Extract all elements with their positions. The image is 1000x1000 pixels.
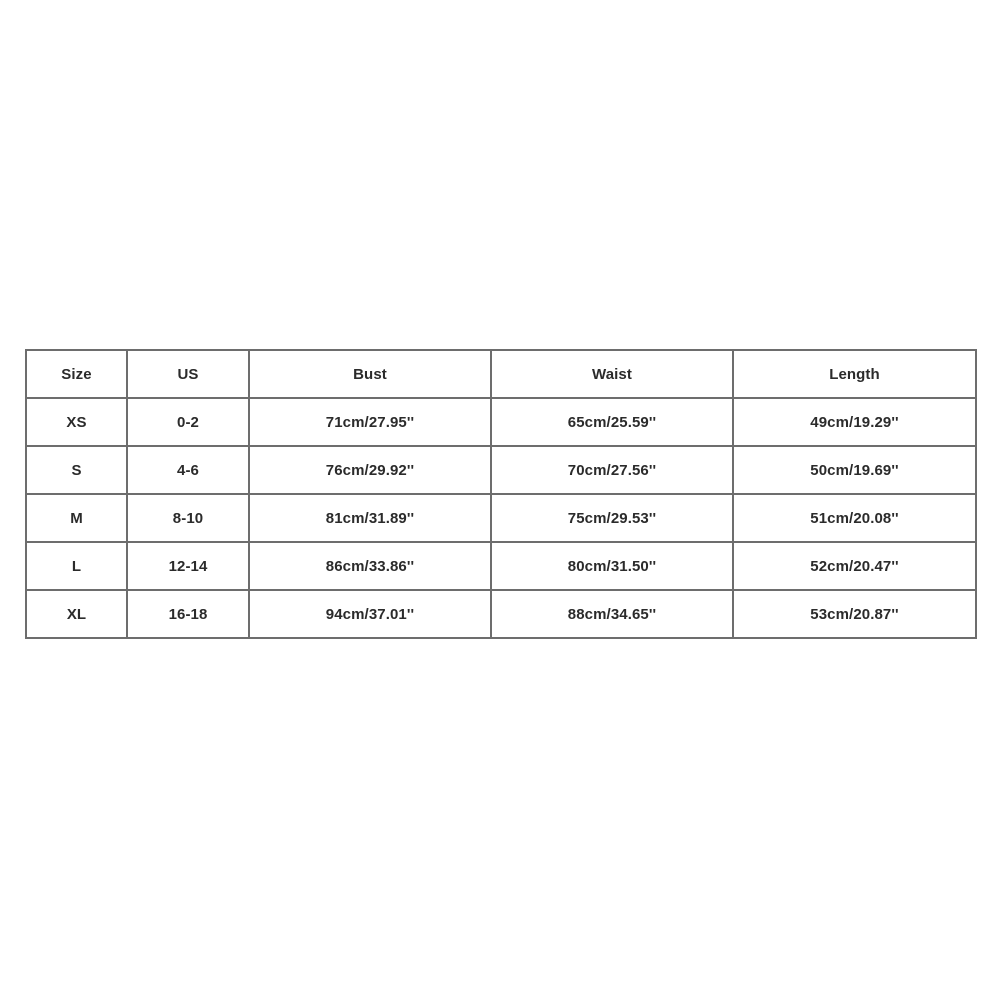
header-length: Length	[733, 350, 976, 398]
header-bust: Bust	[249, 350, 491, 398]
table-row	[26, 398, 976, 446]
cell-length: 49cm/19.29''	[733, 398, 976, 446]
cell-waist: 75cm/29.53''	[491, 494, 733, 542]
table-row	[26, 446, 976, 494]
cell-length: 52cm/20.47''	[733, 542, 976, 590]
header-waist: Waist	[491, 350, 733, 398]
cell-bust: 76cm/29.92''	[249, 446, 491, 494]
cell-waist: 88cm/34.65''	[491, 590, 733, 638]
cell-bust: 86cm/33.86''	[249, 542, 491, 590]
cell-size: M	[26, 494, 127, 542]
cell-length: 51cm/20.08''	[733, 494, 976, 542]
cell-waist: 70cm/27.56''	[491, 446, 733, 494]
cell-size: XS	[26, 398, 127, 446]
cell-us: 12-14	[127, 542, 249, 590]
cell-size: L	[26, 542, 127, 590]
cell-us: 0-2	[127, 398, 249, 446]
cell-bust: 81cm/31.89''	[249, 494, 491, 542]
table-row	[26, 494, 976, 542]
cell-us: 4-6	[127, 446, 249, 494]
table-row	[26, 542, 976, 590]
cell-bust: 71cm/27.95''	[249, 398, 491, 446]
size-chart-table	[25, 349, 977, 639]
header-us: US	[127, 350, 249, 398]
cell-length: 53cm/20.87''	[733, 590, 976, 638]
cell-waist: 65cm/25.59''	[491, 398, 733, 446]
cell-waist: 80cm/31.50''	[491, 542, 733, 590]
cell-bust: 94cm/37.01''	[249, 590, 491, 638]
cell-us: 8-10	[127, 494, 249, 542]
cell-size: S	[26, 446, 127, 494]
header-row	[26, 350, 976, 398]
cell-size: XL	[26, 590, 127, 638]
header-size: Size	[26, 350, 127, 398]
table-row	[26, 590, 976, 638]
cell-length: 50cm/19.69''	[733, 446, 976, 494]
cell-us: 16-18	[127, 590, 249, 638]
